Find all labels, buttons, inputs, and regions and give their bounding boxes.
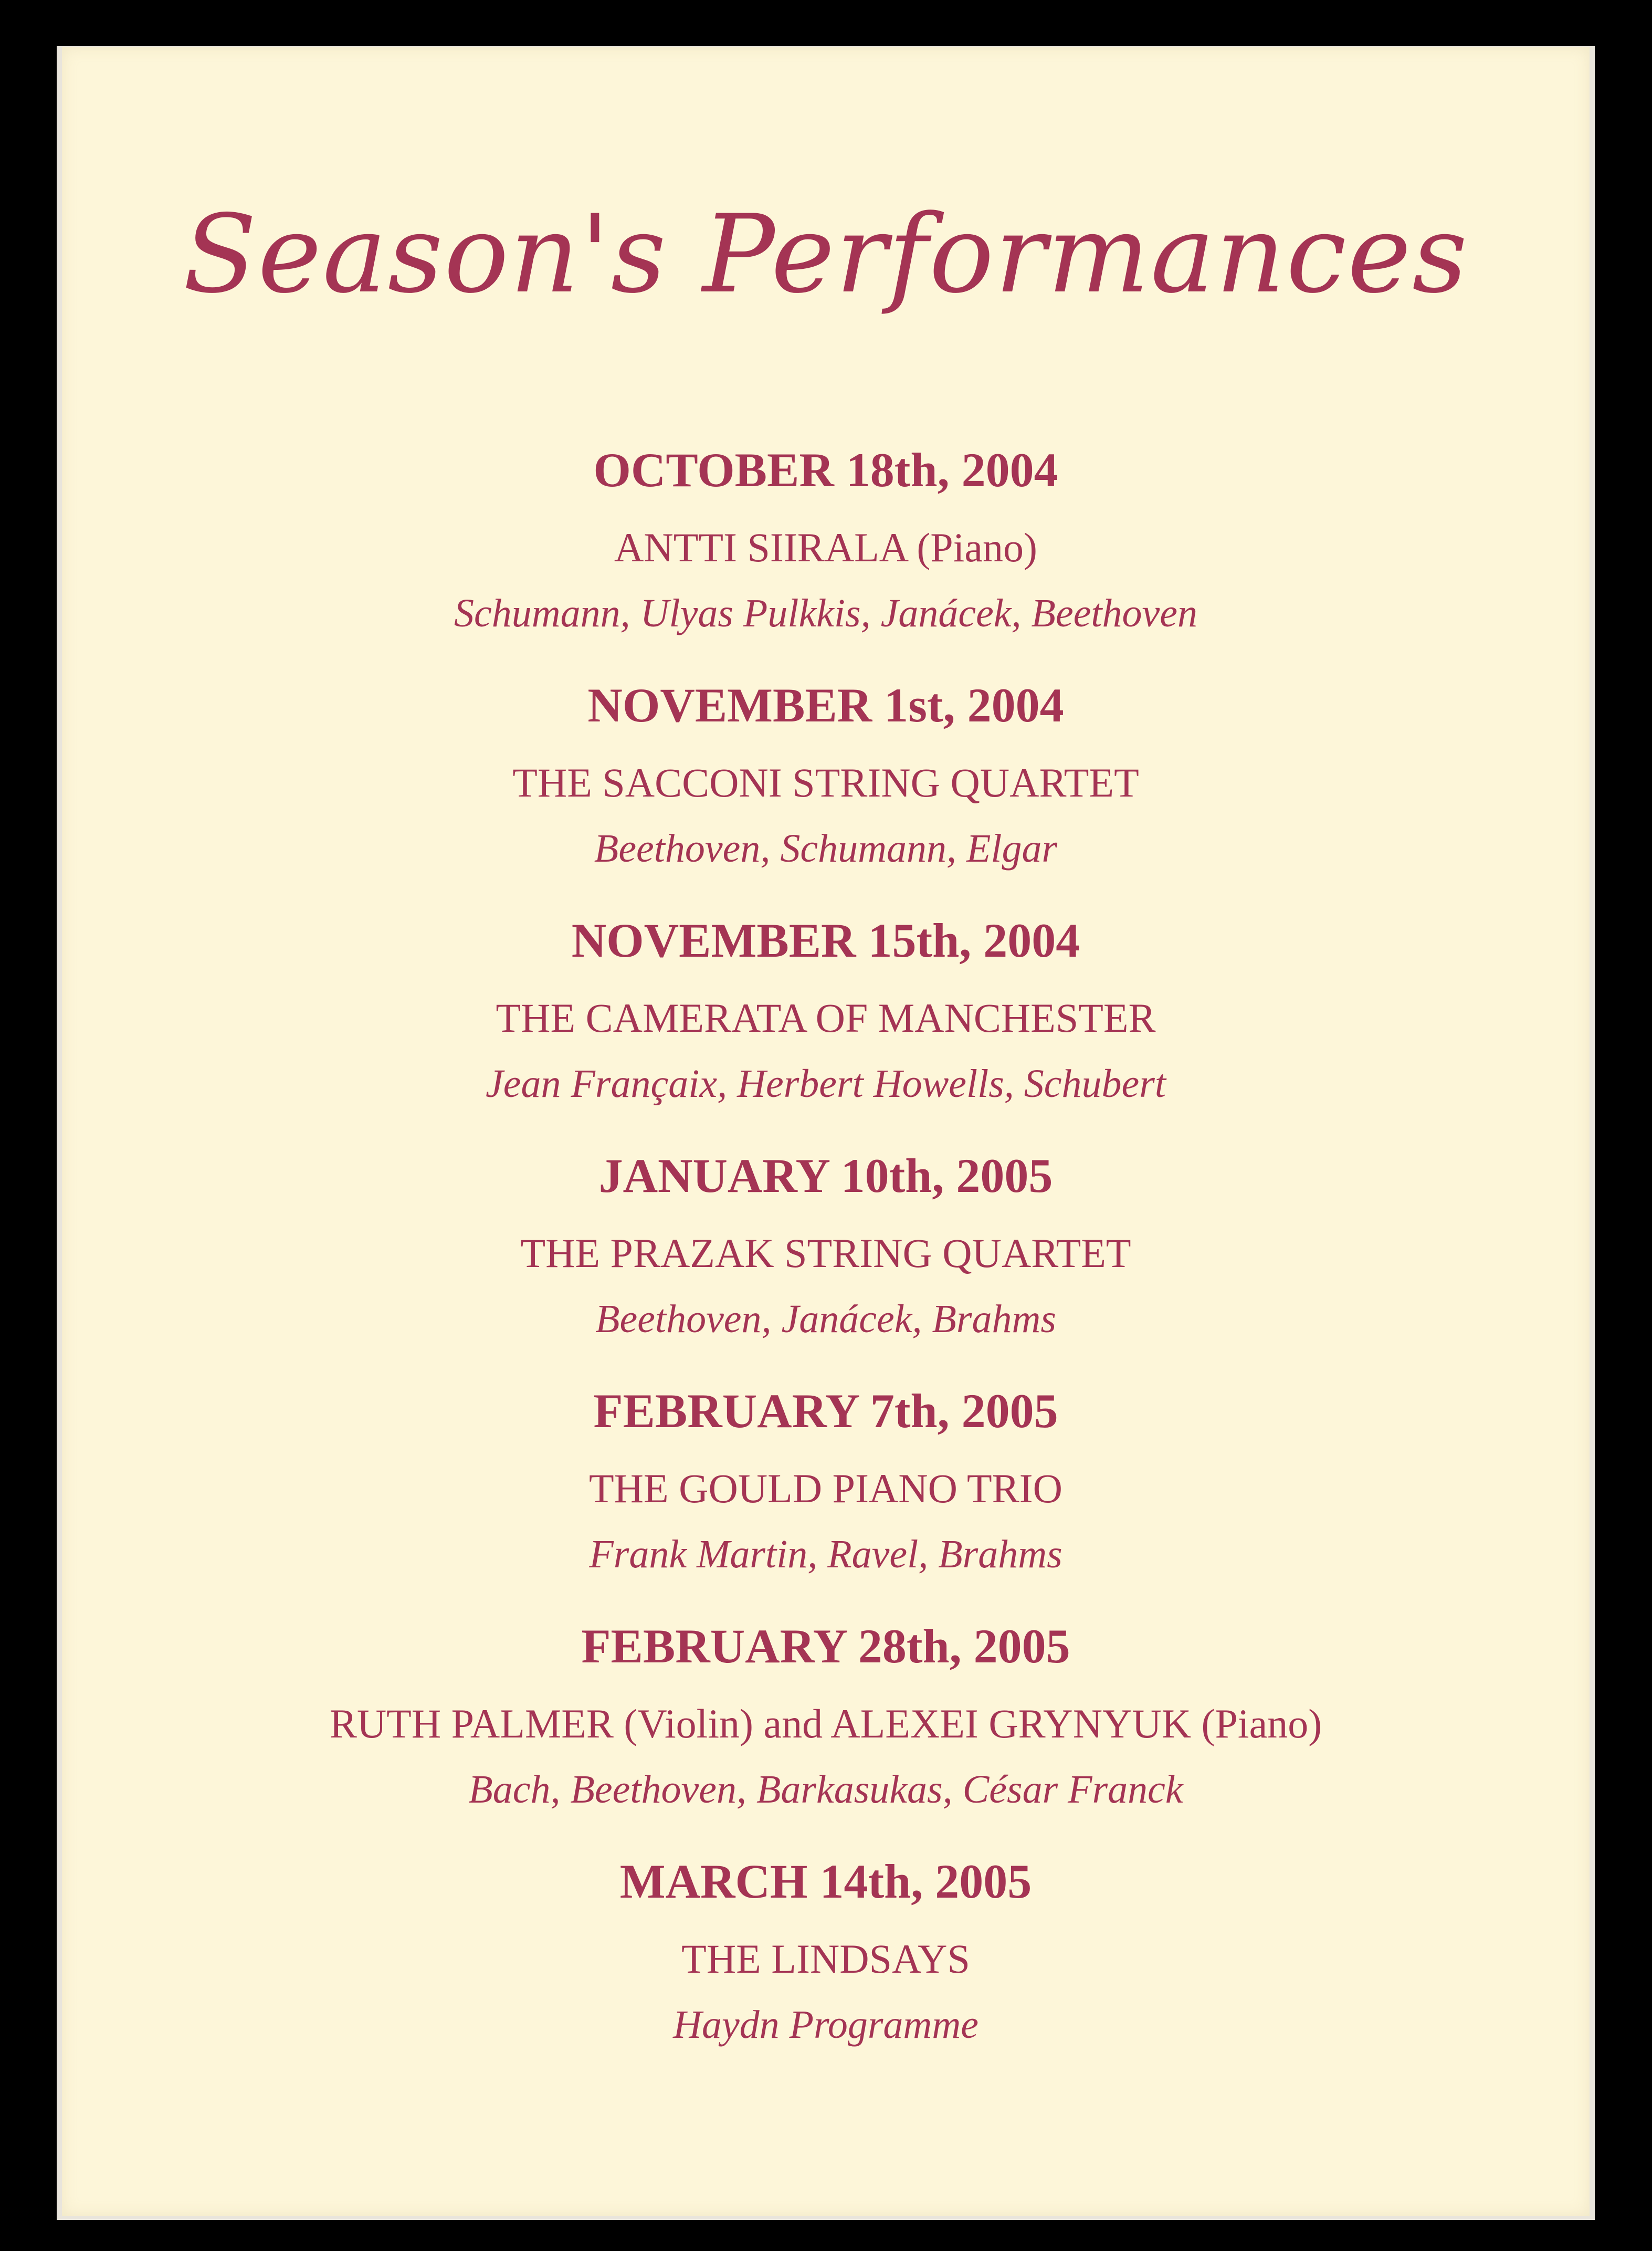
composer-list: Beethoven, Schumann, Elgar bbox=[594, 826, 1058, 871]
programme-page bbox=[62, 47, 1590, 2216]
composer-list: Beethoven, Janácek, Brahms bbox=[595, 1297, 1056, 1341]
performer-name: THE LINDSAYS bbox=[681, 1936, 970, 1982]
performer-name: ANTTI SIIRALA (Piano) bbox=[614, 525, 1037, 570]
performance-item bbox=[62, 666, 1590, 901]
performer-name: THE GOULD PIANO TRIO bbox=[589, 1465, 1062, 1511]
performance-list bbox=[62, 431, 1590, 2077]
composer-list: Bach, Beethoven, Barkasukas, César Franck bbox=[468, 1767, 1183, 1812]
performance-date: FEBRUARY 7th, 2005 bbox=[593, 1384, 1058, 1438]
performance-item bbox=[62, 1842, 1590, 2077]
performance-item bbox=[62, 1607, 1590, 1842]
performance-date: OCTOBER 18th, 2004 bbox=[593, 443, 1058, 497]
performer-name: THE SACCONI STRING QUARTET bbox=[512, 760, 1139, 805]
performance-date: FEBRUARY 28th, 2005 bbox=[581, 1619, 1070, 1673]
performer-name: THE PRAZAK STRING QUARTET bbox=[520, 1230, 1131, 1276]
performance-date: NOVEMBER 15th, 2004 bbox=[571, 914, 1080, 967]
performance-item bbox=[62, 1371, 1590, 1607]
performer-name: THE CAMERATA OF MANCHESTER bbox=[496, 995, 1156, 1041]
performance-item bbox=[62, 431, 1590, 666]
performance-item bbox=[62, 1136, 1590, 1371]
performance-date: NOVEMBER 1st, 2004 bbox=[587, 678, 1064, 732]
composer-list: Jean Françaix, Herbert Howells, Schubert bbox=[486, 1062, 1166, 1106]
performance-item bbox=[62, 901, 1590, 1136]
composer-list: Frank Martin, Ravel, Brahms bbox=[589, 1532, 1062, 1576]
performance-date: JANUARY 10th, 2005 bbox=[598, 1149, 1053, 1202]
performance-date: MARCH 14th, 2005 bbox=[619, 1855, 1032, 1908]
performer-name: RUTH PALMER (Violin) and ALEXEI GRYNYUK (Piano) bbox=[329, 1701, 1322, 1746]
composer-list: Schumann, Ulyas Pulkkis, Janácek, Beethoven bbox=[454, 591, 1198, 635]
composer-list: Haydn Programme bbox=[673, 2003, 978, 2047]
page-title: Season's Performances bbox=[183, 192, 1469, 317]
